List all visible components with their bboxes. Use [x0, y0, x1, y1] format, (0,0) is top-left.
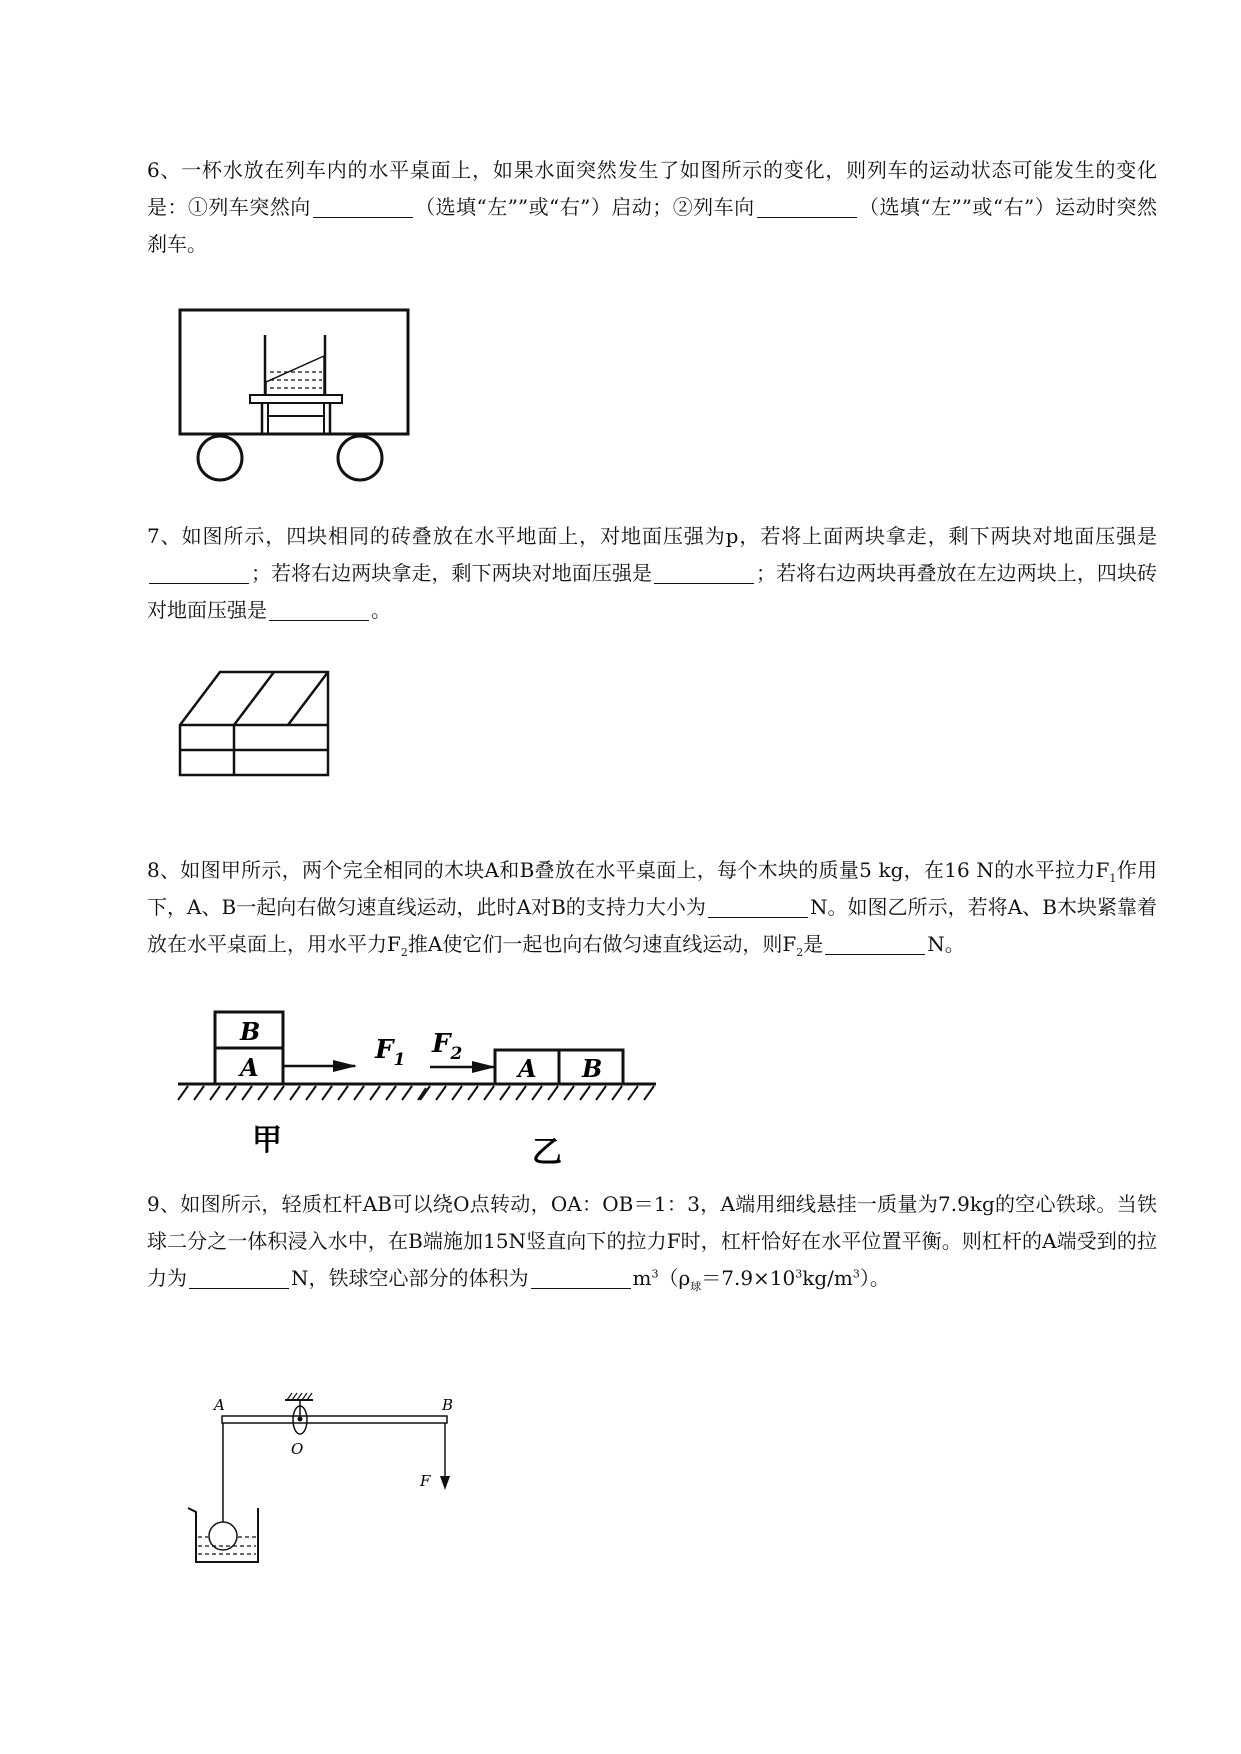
q6-text-3: （选填“左””或“右”）运动时突然刹车。 — [147, 195, 1158, 256]
q7-text-1: 7、如图所示，四块相同的砖叠放在水平地面上，对地面压强为p，若将上面两块拿走，剩下两块对地面压强是 — [147, 524, 1157, 548]
q8-sub-1: 1 — [1109, 872, 1117, 885]
q8-label-b-right: B — [582, 1054, 603, 1083]
q7-blank-1[interactable] — [149, 561, 249, 584]
q9-text-3: m — [632, 1266, 652, 1290]
q9-label-a: A — [214, 1396, 225, 1414]
q8-text-6: N。 — [927, 932, 965, 956]
q9-text-7: ）。 — [859, 1266, 890, 1290]
q8-blank-1[interactable] — [708, 895, 808, 918]
q8-text-2: 作用下，A、B一起向右做匀速直线运动，此时A对B的支持力大小为 — [147, 858, 1157, 919]
q7-blank-2[interactable] — [654, 561, 754, 584]
q7-text-4: 。 — [371, 598, 391, 622]
q9-label-b: B — [442, 1396, 454, 1414]
q8-label-f2: F — [432, 1029, 451, 1059]
q9-blank-2[interactable] — [531, 1266, 631, 1289]
q8-blocks-figure — [170, 1000, 710, 1170]
q6-blank-2[interactable] — [757, 195, 857, 218]
q9-blank-1[interactable] — [189, 1266, 289, 1289]
q9-label-f: F — [420, 1472, 431, 1490]
q8-label-b-left: B — [240, 1017, 261, 1046]
q6-blank-1[interactable] — [313, 195, 413, 218]
q8-label-f2-sub: 2 — [450, 1044, 463, 1064]
q8-label-a-right: A — [518, 1054, 537, 1083]
svg-text:F1 — [374, 1035, 405, 1070]
question-8 — [147, 852, 1157, 963]
svg-text:F2 — [431, 1029, 462, 1064]
q9-text-2: N，铁球空心部分的体积为 — [291, 1266, 529, 1290]
q6-text-1: 6、一杯水放在列车内的水平桌面上，如果水面突然发生了如图所示的变化，则列车的运动状态可能发生的变化是：①列车突然向 — [147, 158, 1157, 219]
q8-text-4: 推A使它们一起也向右做匀速直线运动，则F — [407, 932, 797, 956]
q6-text-2: （选填“左””或“右”）启动；②列车向 — [414, 195, 755, 219]
q9-text-4: （ρ — [658, 1266, 691, 1290]
q9-sup-2: 3 — [795, 1267, 803, 1281]
q7-blank-3[interactable] — [269, 598, 369, 621]
q9-text-6: kg/m — [802, 1266, 853, 1290]
q7-text-2: ；若将右边两块拿走，剩下两块对地面压强是 — [251, 561, 653, 585]
q9-lever-figure — [170, 1390, 470, 1570]
q8-sub-3: 2 — [796, 946, 804, 959]
q8-label-f1-sub: 1 — [393, 1050, 406, 1070]
q7-text-3: ；若将右边两块再叠放在左边两块上，四块砖对地面压强是 — [147, 561, 1158, 622]
q9-sub-1: 球 — [690, 1280, 702, 1293]
q9-label-o: O — [291, 1440, 304, 1458]
q8-blank-2[interactable] — [825, 932, 925, 955]
q9-sup-3: 3 — [852, 1267, 860, 1281]
q8-label-a-left: A — [240, 1053, 259, 1082]
question-7 — [147, 518, 1157, 629]
q8-text-5: 是 — [803, 932, 824, 956]
q9-text-1: 9、如图所示，轻质杠杆AB可以绕O点转动，OA：OB＝1：3，A端用细线悬挂一质量为7.9kg的空心铁球。当铁球二分之一体积浸入水中，在B端施加15N竖直向下的拉力F时，杠杆恰好在水平位置平衡。则杠杆的A端受到的拉力为 — [147, 1192, 1157, 1290]
question-6 — [147, 152, 1157, 263]
q8-label-f1: F — [375, 1035, 394, 1065]
q8-sub-2: 2 — [400, 946, 408, 959]
q9-text-5: ＝7.9×10 — [701, 1266, 796, 1290]
q8-caption-left: 甲 — [252, 1123, 282, 1158]
q8-caption-right: 乙 — [532, 1135, 562, 1170]
q9-sup-1: 3 — [651, 1267, 659, 1281]
q8-text-3: N。如图乙所示，若将A、B木块紧靠着放在水平桌面上，用水平力F — [147, 895, 1158, 956]
q6-train-figure — [170, 300, 420, 485]
q8-text-1: 8、如图甲所示，两个完全相同的木块A和B叠放在水平桌面上，每个木块的质量5 kg，在16 N的水平拉力F — [147, 858, 1110, 882]
q7-bricks-figure — [170, 660, 340, 790]
question-9 — [147, 1186, 1157, 1297]
